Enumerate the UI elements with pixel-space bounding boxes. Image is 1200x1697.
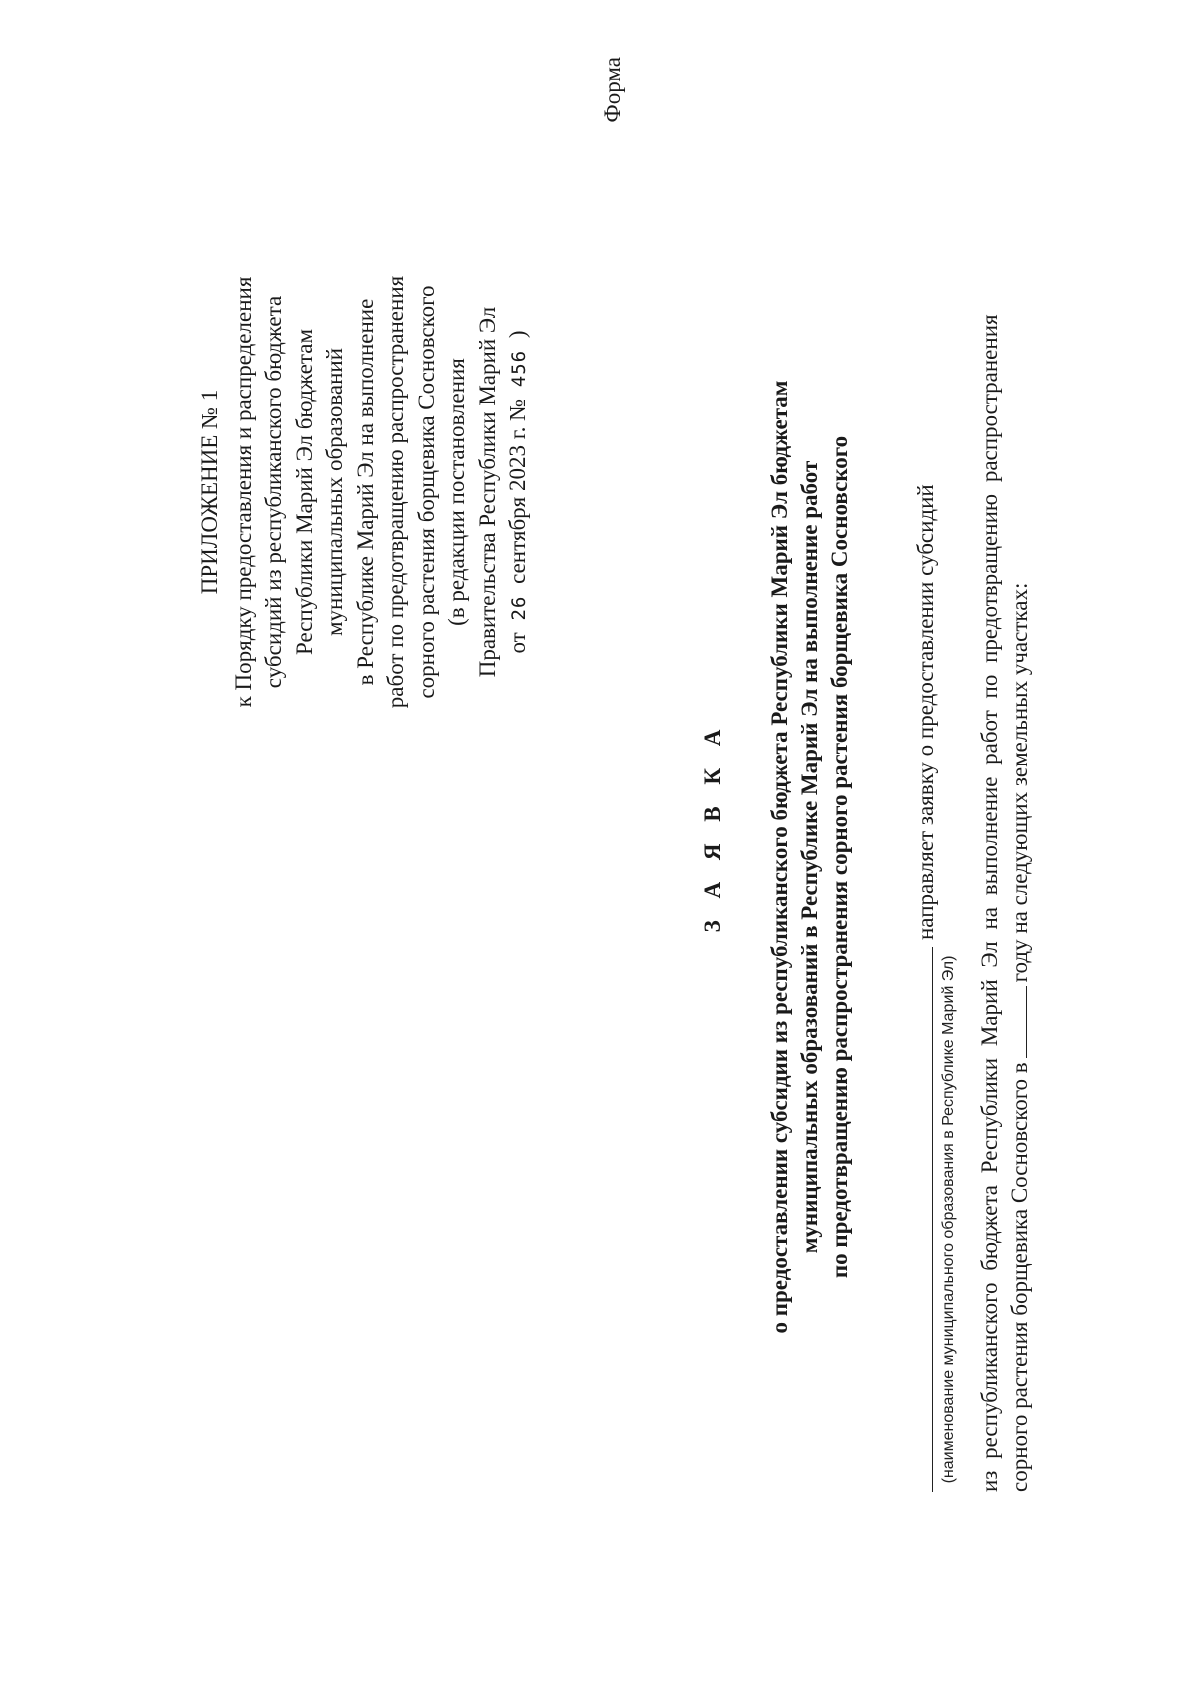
appendix-block: [195, 257, 535, 727]
document-title: З А Я В К А: [700, 721, 725, 933]
appendix-date-line: [503, 257, 535, 727]
date-prefix: от: [505, 632, 530, 654]
body-text-before-year: сорного растения борщевика Сосновского в: [1007, 1062, 1032, 1492]
appendix-line: сорного растения борщевика Сосновского: [413, 285, 439, 699]
date-suffix: ): [505, 330, 530, 339]
appendix-line: муниципальных образований: [322, 347, 347, 637]
form-label: Форма: [600, 57, 625, 123]
appendix-line: к Порядку предоставления и распределения: [230, 276, 256, 708]
municipality-name-field[interactable]: [932, 947, 933, 1492]
resolution-number: 456: [508, 349, 530, 388]
body-text-line: [1007, 583, 1033, 1492]
appendix-line: Правительства Республики Марий Эл: [474, 306, 500, 678]
appendix-line: субсидий из республиканского бюджета: [261, 295, 286, 689]
date-day: 26: [508, 595, 530, 621]
appendix-line: в Республике Марий Эл на выполнение: [352, 298, 378, 686]
document-subtitle: [765, 237, 855, 1477]
appendix-title: ПРИЛОЖЕНИЕ № 1: [197, 389, 222, 595]
body-text-line: из республиканского бюджета Республики Марий Эл на выполнение работ по предотвращению распространения: [977, 314, 1002, 1492]
year-field[interactable]: [1025, 986, 1027, 1058]
applies-text: направляет заявку о предоставлении субсидий: [913, 484, 938, 940]
date-month-year: сентября 2023 г. №: [505, 398, 530, 584]
subtitle-line: муниципальных образований в Республике Марий Эл на выполнение работ: [797, 460, 822, 1254]
subtitle-line: о предоставлении субсидии из республиканского бюджета Республики Марий Эл бюджетам: [767, 380, 792, 1334]
body-text-after-year: году на следующих земельных участках:: [1007, 582, 1032, 983]
appendix-line: (в редакции постановления: [444, 358, 469, 626]
appendix-line: Республики Марий Эл бюджетам: [291, 328, 317, 656]
appendix-line: работ по предотвращению распространения: [383, 275, 408, 709]
municipality-field-caption: (наименование муниципального образования в Республике Марий Эл): [940, 955, 957, 1484]
subtitle-line: по предотвращению распространения сорного растения борщевика Сосновского: [827, 435, 852, 1279]
